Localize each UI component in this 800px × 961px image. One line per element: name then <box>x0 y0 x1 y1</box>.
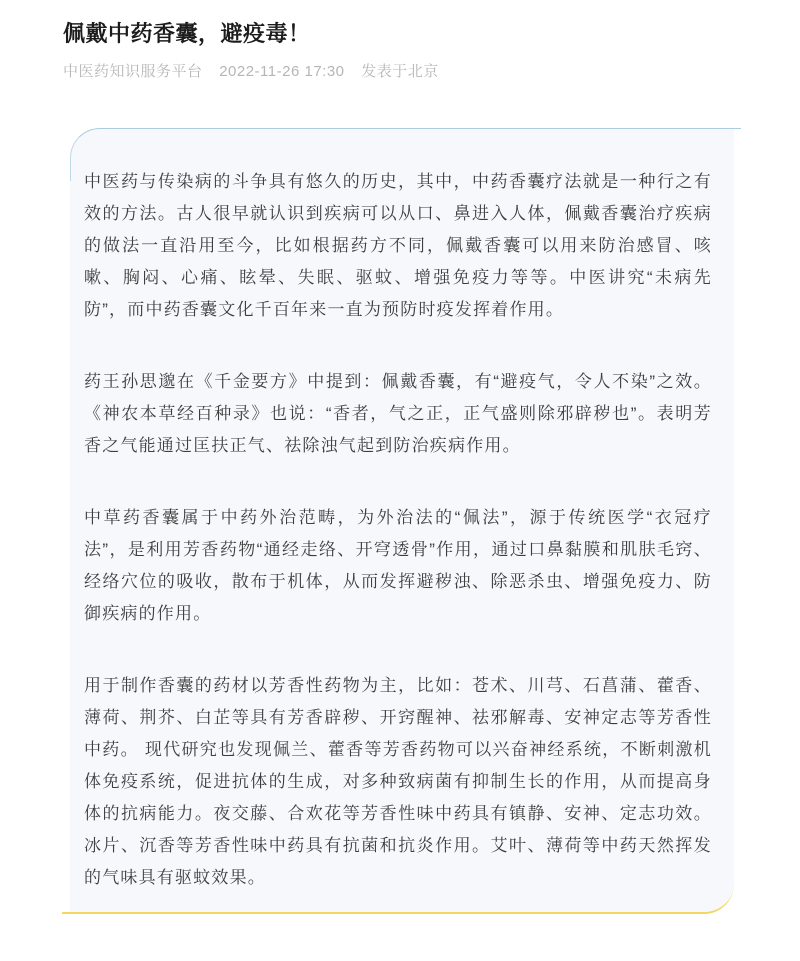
account-name-link[interactable]: 中医药知识服务平台 <box>63 63 203 80</box>
article-title: 佩戴中药香囊，避疫毒！ <box>63 21 311 46</box>
article-content-card <box>70 128 734 914</box>
publish-location: 发表于北京 <box>361 63 439 80</box>
publish-date: 2022-11-26 17:30 <box>219 63 345 80</box>
article-paragraph-3: 中草药香囊属于中药外治范畴，为外治法的“佩法”，源于传统医学“衣冠疗法”，是利用芳香药物“通经走络、开穹透骨”作用，通过口鼻黏膜和肌肤毛窍、经络穴位的吸收，散布于机体，从而发挥避秽浊、除恶杀虫、增强免疫力、防御疾病的作用。 <box>84 508 712 623</box>
article-paragraph-1: 中医药与传染病的斗争具有悠久的历史，其中，中药香囊疗法就是一种行之有效的方法。古人很早就认识到疾病可以从口、鼻进入人体，佩戴香囊治疗疾病的做法一直沿用至今，比如根据药方不同，佩戴香囊可以用来防治感冒、咳嗽、胸闷、心痛、眩晕、失眠、驱蚊、增强免疫力等等。中医讲究“未病先防”，而中药香囊文化千百年来一直为预防时疫发挥着作用。 <box>84 172 712 319</box>
article-paragraph-4: 用于制作香囊的药材以芳香性药物为主，比如：苍术、川芎、石菖蒲、藿香、薄荷、荆芥、白芷等具有芳香辟秽、开窍醒神、祛邪解毒、安神定志等芳香性中药。 现代研究也发现佩兰、藿香等芳香药物可以兴奋神经系统，不断刺激机体免疫系统，促进抗体的生成，对多种致病菌有抑制生长的作用，从而提高身体的抗病能力。夜交藤、合欢花等芳香性味中药具有镇静、安神、定志功效。冰片、沉香等芳香性味中药具有抗菌和抗炎作用。艾叶、薄荷等中药天然挥发的气味具有驱蚊效果。 <box>84 676 712 887</box>
article-meta <box>63 63 800 81</box>
article-paragraph-2: 药王孙思邈在《千金要方》中提到：佩戴香囊，有“避疫气，令人不染”之效。《神农本草经百种录》也说：“香者，气之正，正气盛则除邪辟秽也”。表明芳香之气能通过匡扶正气、祛除浊气起到防治疾病作用。 <box>84 372 712 455</box>
